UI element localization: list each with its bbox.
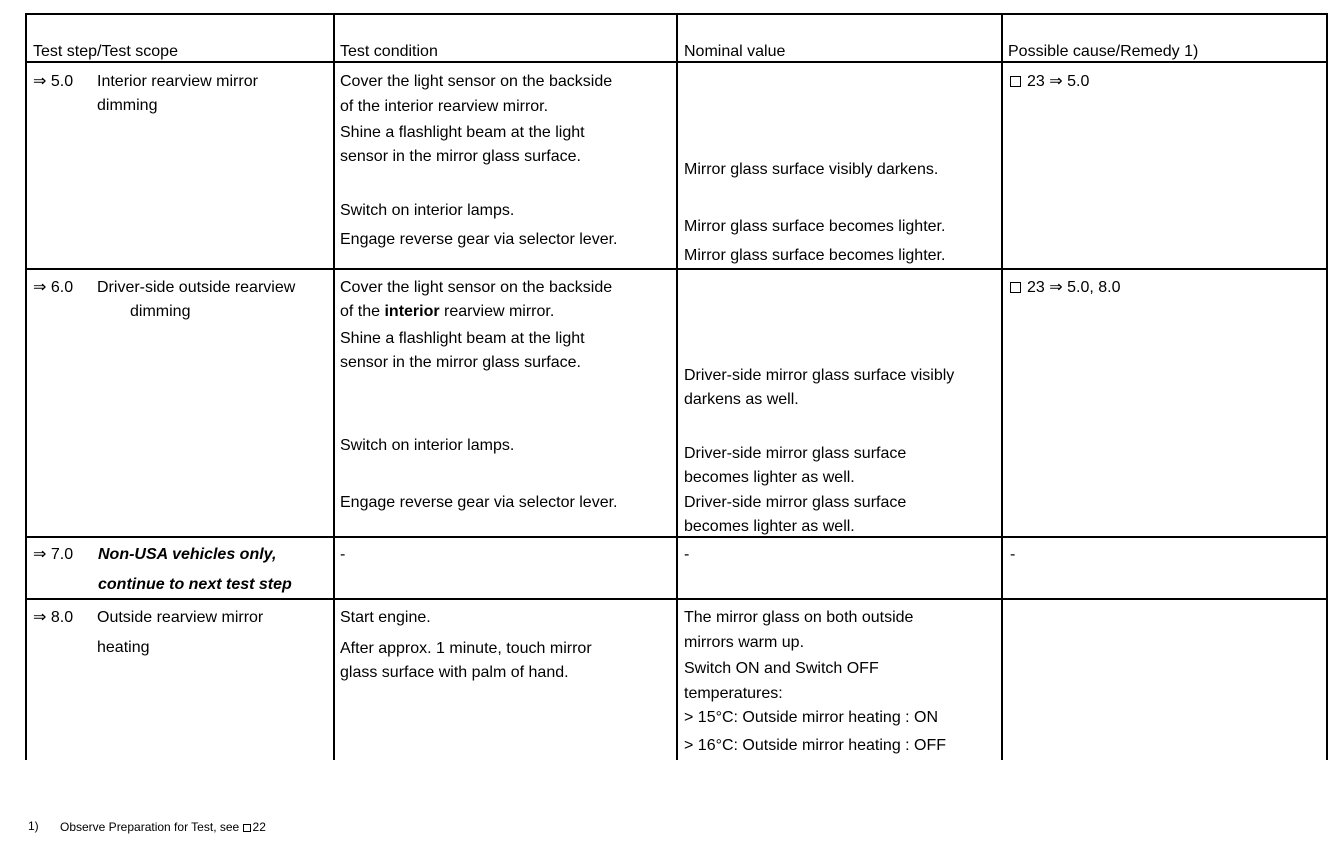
condition-text: sensor in the mirror glass surface.: [340, 148, 581, 165]
footnote-mark: 1): [28, 819, 39, 833]
condition-text: Switch on interior lamps.: [340, 202, 515, 219]
condition-text: glass surface with palm of hand.: [340, 664, 569, 681]
nominal-text: becomes lighter as well.: [684, 469, 855, 486]
step-scope: Non-USA vehicles only,: [98, 546, 277, 563]
nominal-text: > 16°C: Outside mirror heating : OFF: [684, 737, 947, 754]
condition-text: Engage reverse gear via selector lever.: [340, 231, 618, 248]
reference-box-icon: [243, 824, 251, 832]
condition-text: After approx. 1 minute, touch mirror: [340, 640, 592, 657]
condition-text: Shine a flashlight beam at the light: [340, 124, 585, 141]
step-scope: dimming: [130, 303, 191, 320]
condition-text-emphasis: interior: [384, 303, 440, 320]
col-border-1: [333, 13, 335, 760]
header-test-condition: Test condition: [340, 43, 438, 60]
nominal-text: Mirror glass surface becomes lighter.: [684, 218, 946, 235]
condition-text: Shine a flashlight beam at the light: [340, 330, 585, 347]
nominal-text: darkens as well.: [684, 391, 799, 408]
nominal-text: Mirror glass surface becomes lighter.: [684, 247, 946, 264]
step-number: ⇒ 8.0: [33, 609, 74, 626]
row-border-2: [25, 536, 1328, 538]
test-table: [25, 13, 1328, 760]
step-scope: Driver-side outside rearview: [97, 279, 296, 296]
condition-text: Cover the light sensor on the backside: [340, 279, 613, 296]
step-number: ⇒ 6.0: [33, 279, 74, 296]
footnote: [60, 820, 266, 834]
nominal-text: -: [684, 546, 690, 563]
step-scope: heating: [97, 639, 150, 656]
step-scope: continue to next test step: [98, 576, 292, 593]
col-border-3: [1001, 13, 1003, 760]
condition-text-part: rearview mirror.: [439, 303, 555, 320]
remedy-ref-text: 23 ⇒ 5.0: [1027, 73, 1090, 90]
reference-box-icon: [1010, 282, 1021, 293]
remedy-ref[interactable]: [1010, 72, 1089, 91]
header-possible-cause: Possible cause/Remedy 1): [1008, 43, 1199, 60]
remedy-ref-text: 23 ⇒ 5.0, 8.0: [1027, 279, 1121, 296]
footnote-text: Observe Preparation for Test, see: [60, 820, 240, 834]
condition-text: [340, 302, 554, 321]
nominal-text: mirrors warm up.: [684, 634, 805, 651]
reference-box-icon: [1010, 76, 1021, 87]
remedy-ref[interactable]: [1010, 278, 1120, 297]
row-border-top: [25, 13, 1328, 15]
row-border-header: [25, 61, 1328, 63]
condition-text: Engage reverse gear via selector lever.: [340, 494, 618, 511]
nominal-text: Driver-side mirror glass surface visibly: [684, 367, 955, 384]
condition-text: Start engine.: [340, 609, 431, 626]
step-scope: dimming: [97, 97, 158, 114]
nominal-text: Driver-side mirror glass surface: [684, 494, 907, 511]
col-border-2: [676, 13, 678, 760]
condition-text: sensor in the mirror glass surface.: [340, 354, 581, 371]
col-border-right: [1326, 13, 1328, 760]
row-border-1: [25, 268, 1328, 270]
remedy-text: -: [1010, 546, 1016, 563]
condition-text: of the interior rearview mirror.: [340, 98, 549, 115]
nominal-text: > 15°C: Outside mirror heating : ON: [684, 709, 939, 726]
condition-text: Cover the light sensor on the backside: [340, 73, 613, 90]
footnote-ref[interactable]: 22: [252, 820, 266, 834]
step-number: ⇒ 5.0: [33, 73, 74, 90]
condition-text-part: of the: [340, 303, 385, 320]
step-scope: Interior rearview mirror: [97, 73, 258, 90]
nominal-text: Switch ON and Switch OFF: [684, 660, 879, 677]
step-scope: Outside rearview mirror: [97, 609, 264, 626]
condition-text: -: [340, 546, 346, 563]
nominal-text: The mirror glass on both outside: [684, 609, 914, 626]
col-border-left: [25, 13, 27, 760]
step-number: ⇒ 7.0: [33, 546, 74, 563]
nominal-text: Mirror glass surface visibly darkens.: [684, 161, 939, 178]
nominal-text: becomes lighter as well.: [684, 518, 855, 535]
nominal-text: Driver-side mirror glass surface: [684, 445, 907, 462]
row-border-3: [25, 598, 1328, 600]
nominal-text: temperatures:: [684, 685, 783, 702]
header-test-step: Test step/Test scope: [33, 43, 178, 60]
header-nominal-value: Nominal value: [684, 43, 786, 60]
condition-text: Switch on interior lamps.: [340, 437, 515, 454]
